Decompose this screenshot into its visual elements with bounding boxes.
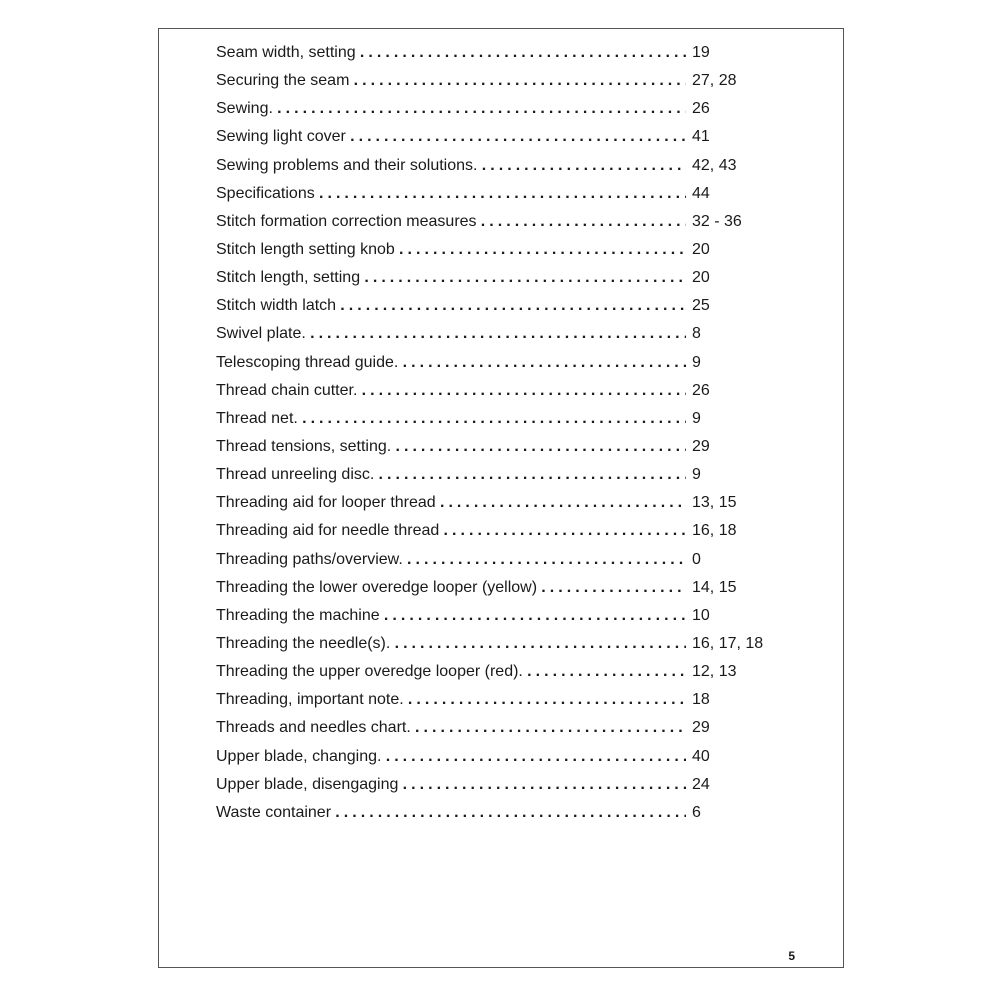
index-term: Thread unreeling disc. bbox=[216, 466, 375, 484]
index-pages: 27, 28 bbox=[690, 67, 736, 95]
index-term: Upper blade, disengaging bbox=[216, 775, 399, 793]
index-pages: 0 bbox=[690, 546, 701, 574]
index-term: Sewing. bbox=[216, 100, 273, 118]
index-pages: 20 bbox=[690, 236, 710, 264]
index-term: Thread tensions, setting. bbox=[216, 437, 392, 455]
index-term: Securing the seam bbox=[216, 72, 350, 90]
index-term: Threading paths/overview. bbox=[216, 550, 403, 568]
index-term: Upper blade, changing. bbox=[216, 747, 382, 765]
index-term: Waste container bbox=[216, 803, 332, 821]
index-pages: 42, 43 bbox=[690, 152, 736, 180]
index-pages: 20 bbox=[690, 264, 710, 292]
index-term: Sewing problems and their solutions. bbox=[216, 156, 478, 174]
index-term: Threading, important note. bbox=[216, 691, 404, 709]
index-pages: 32 - 36 bbox=[690, 208, 742, 236]
index-term: Stitch formation correction measures bbox=[216, 212, 477, 230]
index-term: Threads and needles chart. bbox=[216, 719, 411, 737]
index-pages: 25 bbox=[690, 292, 710, 320]
index-pages: 10 bbox=[690, 602, 710, 630]
index-pages: 16, 18 bbox=[690, 517, 736, 545]
index-term: Stitch length, setting bbox=[216, 269, 361, 287]
index-term: Specifications bbox=[216, 184, 315, 202]
index-pages: 29 bbox=[690, 714, 710, 742]
index-pages: 9 bbox=[690, 349, 701, 377]
index-term: Threading aid for looper thread bbox=[216, 494, 436, 512]
index-pages: 18 bbox=[690, 686, 710, 714]
index-pages: 40 bbox=[690, 743, 710, 771]
index-pages: 6 bbox=[690, 799, 701, 827]
index-pages: 14, 15 bbox=[690, 574, 736, 602]
index-pages: 29 bbox=[690, 433, 710, 461]
index-pages: 26 bbox=[690, 377, 710, 405]
index-term: Stitch width latch bbox=[216, 297, 337, 315]
index-pages: 19 bbox=[690, 39, 710, 67]
index-pages: 41 bbox=[690, 123, 710, 151]
index-term: Threading the needle(s). bbox=[216, 634, 391, 652]
document-page bbox=[158, 28, 844, 968]
index-term: Thread net. bbox=[216, 409, 298, 427]
index-term: Thread chain cutter. bbox=[216, 381, 358, 399]
index-pages: 9 bbox=[690, 461, 701, 489]
index-term: Threading aid for needle thread bbox=[216, 522, 440, 540]
index-pages: 16, 17, 18 bbox=[690, 630, 763, 658]
index-term: Threading the machine bbox=[216, 606, 380, 624]
index-term: Telescoping thread guide. bbox=[216, 353, 399, 371]
page-number: 5 bbox=[788, 949, 795, 963]
index-pages: 13, 15 bbox=[690, 489, 736, 517]
index-term: Threading the lower overedge looper (yellow) bbox=[216, 578, 538, 596]
index-pages: 26 bbox=[690, 95, 710, 123]
index-pages: 24 bbox=[690, 771, 710, 799]
index-pages: 8 bbox=[690, 320, 701, 348]
index-term: Swivel plate. bbox=[216, 325, 306, 343]
index-term: Threading the upper overedge looper (red). bbox=[216, 663, 523, 681]
index-pages: 9 bbox=[690, 405, 701, 433]
index-pages: 12, 13 bbox=[690, 658, 736, 686]
index-term: Stitch length setting knob bbox=[216, 240, 395, 258]
index-term: Seam width, setting bbox=[216, 44, 356, 61]
index-pages: 44 bbox=[690, 180, 710, 208]
index-term: Sewing light cover bbox=[216, 128, 346, 146]
